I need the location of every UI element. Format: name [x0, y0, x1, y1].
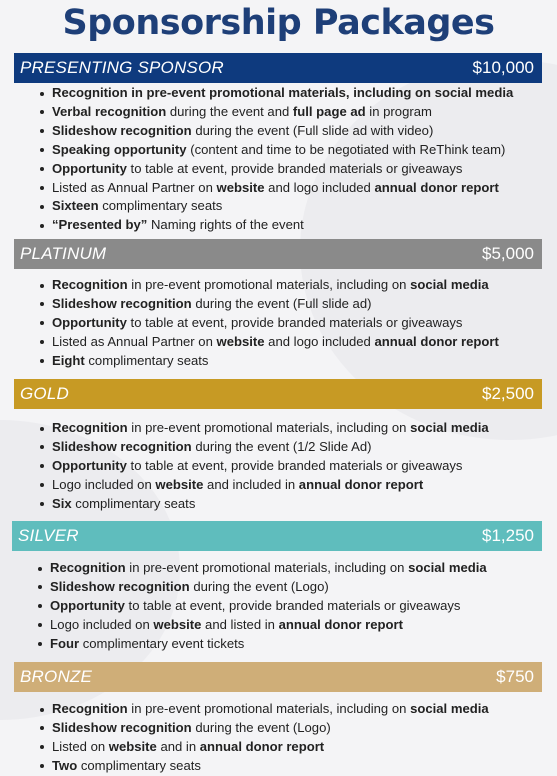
benefit-text: in pre-event promotional materials, including on [127, 701, 411, 716]
benefit-list [32, 559, 487, 654]
benefit-text-bold: Recognition [52, 277, 128, 292]
benefit-item [34, 333, 499, 352]
benefit-item [32, 559, 487, 578]
tier-name: GOLD [20, 384, 69, 403]
benefit-text: complimentary seats [71, 495, 196, 511]
benefit-text: complimentary seats [77, 757, 201, 773]
benefit-text-bold: social media [408, 560, 487, 575]
benefit-text-bold: Opportunity [52, 160, 127, 176]
benefit-text-bold: Recognition [52, 701, 128, 716]
tier-header-silver [12, 521, 542, 551]
tier-price: $750 [496, 667, 534, 686]
tier-name: BRONZE [20, 667, 93, 686]
benefit-text: Listed as Annual Partner on [52, 333, 217, 349]
benefit-item [34, 197, 513, 216]
tier-name: SILVER [18, 526, 79, 545]
benefit-item [32, 597, 487, 616]
tier-price: $5,000 [482, 244, 534, 263]
benefit-text-bold: social media [410, 701, 489, 716]
benefit-item [34, 438, 489, 457]
benefit-item [34, 419, 489, 438]
benefit-text-bold: annual donor report [199, 738, 325, 754]
benefit-item [32, 578, 487, 597]
benefit-text-bold: Eight [52, 352, 85, 368]
benefit-text-bold: Slideshow recognition [52, 438, 192, 454]
tier-name: PRESENTING SPONSOR [20, 58, 224, 77]
benefit-text-bold: social media [410, 420, 489, 435]
benefit-text: during the event (1/2 Slide Ad) [191, 438, 372, 454]
benefit-item [34, 84, 513, 103]
benefit-text: and logo included [264, 179, 375, 195]
tier-header-presenting-sponsor [14, 53, 542, 83]
benefit-item [34, 757, 489, 776]
benefit-text: Listed on [52, 738, 109, 754]
benefit-text-bold: annual donor report [374, 333, 499, 349]
benefit-text-bold: annual donor report [374, 179, 499, 195]
benefit-item [34, 314, 499, 333]
benefit-text: complimentary seats [98, 198, 223, 214]
benefit-text: to table at event, provide branded materials or giveaways [126, 160, 463, 176]
benefit-text: Listed as Annual Partner on [52, 179, 217, 195]
benefit-text-bold: Two [52, 757, 78, 773]
benefit-text-bold: Opportunity [50, 597, 125, 613]
benefit-item [34, 719, 489, 738]
benefit-text: to table at event, provide branded materials or giveaways [126, 314, 463, 330]
benefit-list [34, 276, 499, 371]
benefit-text-bold: annual donor report [298, 476, 424, 492]
benefit-text: Logo included on [50, 616, 154, 632]
benefit-item [34, 216, 513, 235]
benefit-text: and listed in [201, 616, 279, 632]
benefit-text-bold: Slideshow recognition [50, 578, 190, 594]
benefit-item [34, 141, 513, 160]
benefit-text: in pre-event promotional materials, including on [125, 560, 409, 575]
benefit-text-bold: full page ad [292, 103, 366, 119]
tier-name: PLATINUM [20, 244, 107, 263]
benefit-text-bold: “Presented by” [52, 217, 148, 233]
benefit-text-bold: Speaking opportunity [52, 141, 187, 157]
benefit-text-bold: website [216, 333, 265, 349]
benefit-text-bold: Slideshow recognition [52, 122, 192, 138]
benefit-text: during the event (Full slide ad with video) [191, 122, 434, 138]
benefit-text-bold: Sixteen [52, 198, 99, 214]
benefit-text: and logo included [264, 333, 375, 349]
benefit-list [34, 84, 513, 235]
benefit-text-bold: Slideshow recognition [52, 719, 192, 735]
benefit-list [34, 419, 489, 514]
benefit-text-bold: social media [410, 277, 489, 292]
benefit-text: during the event (Full slide ad) [191, 295, 372, 311]
benefit-text: during the event and [166, 103, 293, 119]
benefit-item [34, 276, 499, 295]
benefit-text-bold: Slideshow recognition [52, 295, 192, 311]
tier-price: $10,000 [472, 58, 534, 77]
benefit-item [34, 122, 513, 141]
tier-header-bronze [14, 662, 542, 692]
benefit-text-bold: Recognition [52, 420, 128, 435]
benefit-text-bold: website [216, 179, 265, 195]
benefit-item [34, 103, 513, 122]
benefit-text: in pre-event promotional materials, including on [127, 420, 411, 435]
tier-price: $1,250 [482, 526, 534, 545]
benefit-text-bold: Six [52, 495, 72, 511]
benefit-text: complimentary seats [84, 352, 209, 368]
benefit-text-bold: annual donor report [278, 616, 403, 632]
benefit-text: during the event (Logo) [189, 578, 329, 594]
benefit-item [34, 352, 499, 371]
benefit-text: during the event (Logo) [191, 719, 331, 735]
benefit-item [34, 700, 489, 719]
benefit-text: to table at event, provide branded materials or giveaways [126, 457, 463, 473]
benefit-text: to table at event, provide branded materials or giveaways [124, 597, 461, 613]
benefit-list [34, 700, 489, 776]
benefit-text-bold: website [155, 476, 204, 492]
benefit-text-bold: Recognition in pre-event promotional materials, including on social media [52, 85, 514, 100]
benefit-text-bold: Recognition [50, 560, 126, 575]
benefit-item [34, 295, 499, 314]
benefit-item [34, 160, 513, 179]
benefit-item [32, 616, 487, 635]
benefit-text: and included in [203, 476, 299, 492]
benefit-text: in pre-event promotional materials, including on [127, 277, 411, 292]
benefit-text-bold: Four [50, 635, 80, 651]
benefit-text-bold: website [108, 738, 157, 754]
tier-header-gold [14, 379, 542, 409]
tier-price: $2,500 [482, 384, 534, 403]
benefit-item [34, 457, 489, 476]
benefit-text: Naming rights of the event [147, 217, 304, 233]
tier-header-platinum [14, 239, 542, 269]
benefit-text: (content and time to be negotiated with ReThink team) [186, 141, 506, 157]
benefit-text: in program [365, 103, 432, 119]
benefit-text-bold: Opportunity [52, 314, 127, 330]
benefit-item [34, 738, 489, 757]
benefit-text-bold: Opportunity [52, 457, 127, 473]
benefit-item [32, 635, 487, 654]
page-title: Sponsorship Packages [62, 3, 495, 43]
benefit-item [34, 179, 513, 198]
benefit-text-bold: website [153, 616, 202, 632]
benefit-text: complimentary event tickets [79, 635, 245, 651]
benefit-text: and in [156, 738, 200, 754]
benefit-text-bold: Verbal recognition [52, 103, 167, 119]
benefit-item [34, 495, 489, 514]
benefit-text: Logo included on [52, 476, 156, 492]
benefit-item [34, 476, 489, 495]
